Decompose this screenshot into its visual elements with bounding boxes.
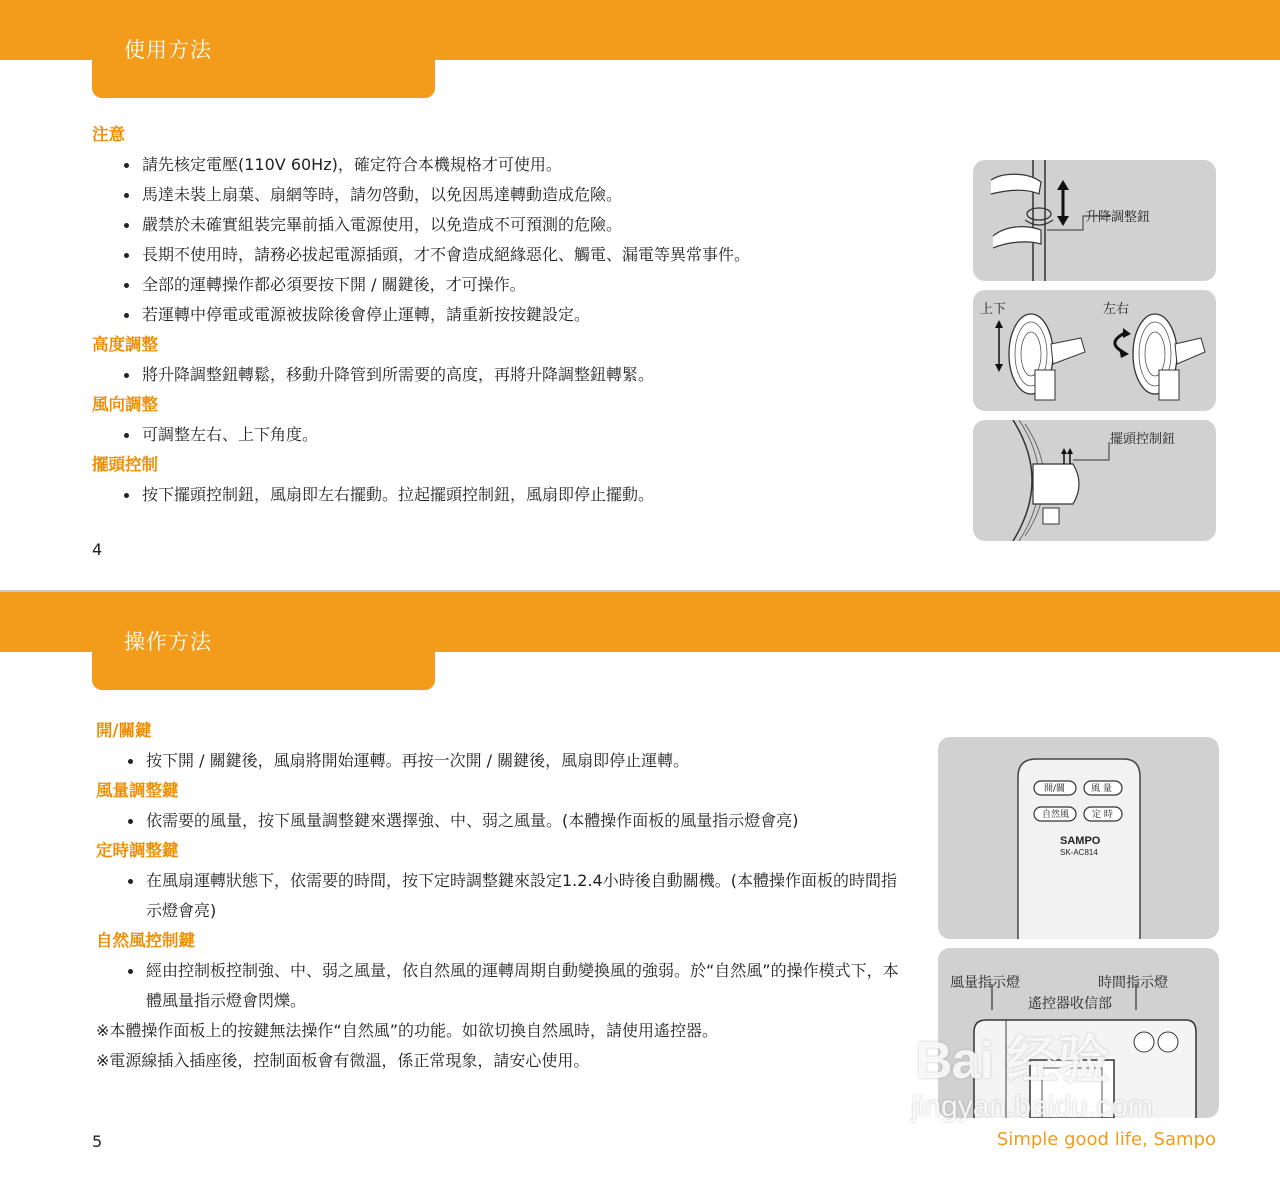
list-item: 按下開 / 關鍵後，風扇將開始運轉。再按一次開 / 關鍵後，風扇即停止運轉。 (126, 746, 906, 776)
section-oscillation (92, 450, 902, 510)
label-remote-receiver: 遙控器收信部 (1028, 996, 1112, 1012)
page-number: 5 (92, 1132, 103, 1151)
note-panel-warm: ※電源線插入插座後，控制面板會有微溫，係正常現象，請安心使用。 (96, 1051, 590, 1070)
timer-key-list (96, 866, 906, 926)
list-item: 在風扇運轉狀態下，依需要的時間，按下定時調整鍵來設定1.2.4小時後自動關機。(本體操作面板的時間指示燈會亮) (126, 866, 906, 926)
oscillation-list (92, 480, 902, 510)
page-5 (0, 592, 1280, 1182)
page-4 (0, 0, 1280, 590)
caution-list (92, 150, 902, 330)
remote-brand-logo: SAMPO (1060, 835, 1101, 847)
section-wind-direction (92, 390, 902, 450)
list-item: 請先核定電壓(110V 60Hz)，確定符合本機規格才可使用。 (122, 150, 902, 180)
page-4-content (92, 120, 902, 510)
list-item: 按下擺頭控制鈕，風扇即左右擺動。拉起擺頭控制鈕，風扇即停止擺動。 (122, 480, 902, 510)
figure-control-panel (938, 948, 1219, 1118)
heading-oscillation: 擺頭控制 (92, 455, 158, 474)
remote-natural-button: 自然風 (1042, 810, 1070, 820)
figure-height-knob (973, 160, 1216, 281)
figure-direction-adjust (973, 290, 1216, 411)
list-item: 若運轉中停電或電源被拔除後會停止運轉，請重新按按鍵設定。 (122, 300, 902, 330)
list-item: 將升降調整鈕轉鬆，移動升降管到所需要的高度，再將升降調整鈕轉緊。 (122, 360, 902, 390)
height-adjust-list (92, 360, 902, 390)
power-key-list (96, 746, 906, 776)
heading-wind-direction: 風向調整 (92, 395, 158, 414)
watermark-logo: Bai 经验 (915, 1032, 1109, 1090)
brand-tagline: Simple good life, Sampo (996, 1129, 1216, 1150)
note-natural-wind: ※本體操作面板上的按鍵無法操作“自然風”的功能。如欲切換自然風時，請使用遙控器。 (96, 1021, 718, 1040)
wind-direction-list (92, 420, 902, 450)
list-item: 依需要的風量，按下風量調整鍵來選擇強、中、弱之風量。(本體操作面板的風量指示燈會亮) (126, 806, 906, 836)
section-height-adjust (92, 330, 902, 390)
heading-timer-key: 定時調整鍵 (96, 841, 179, 860)
figure-oscillation-knob (973, 420, 1216, 541)
list-item: 經由控制板控制強、中、弱之風量，依自然風的運轉周期自動變換風的強弱。於“自然風”的操作模式下，本體風量指示燈會閃爍。 (126, 956, 906, 1016)
figure-label-left-right: 左右 (1103, 302, 1130, 317)
list-item: 可調整左右、上下角度。 (122, 420, 902, 450)
section-timer-key (96, 836, 906, 926)
direction-adjust-illustration (973, 290, 1216, 411)
label-speed-indicator: 風量指示燈 (950, 975, 1020, 991)
heading-natural-wind-key: 自然風控制鍵 (96, 931, 195, 950)
list-item: 全部的運轉操作都必須要按下開 / 關鍵後，才可操作。 (122, 270, 902, 300)
page-number: 4 (92, 540, 103, 559)
figure-label: 升降調整鈕 (1085, 210, 1151, 225)
label-timer-indicator: 時間指示燈 (1098, 975, 1168, 991)
heading-power-key: 開/關鍵 (96, 721, 152, 740)
figure-remote-control (938, 737, 1219, 939)
oscillation-knob-illustration (973, 420, 1216, 541)
heading-caution: 注意 (92, 125, 125, 144)
section-speed-key (96, 776, 906, 836)
list-item: 馬達未裝上扇葉、扇網等時，請勿啓動，以免因馬達轉動造成危險。 (122, 180, 902, 210)
section-natural-wind-key (96, 926, 906, 1016)
figure-label-up-down: 上下 (980, 302, 1007, 317)
remote-model-label: SK-AC814 (1060, 848, 1098, 857)
remote-power-button: 開/關 (1044, 784, 1066, 794)
section-title: 操作方法 (124, 630, 212, 654)
section-caution (92, 120, 902, 330)
speed-key-list (96, 806, 906, 836)
watermark-url: jingyan.baidu.com (911, 1090, 1153, 1123)
section-title: 使用方法 (124, 38, 212, 62)
figure-label: 擺頭控制鈕 (1110, 432, 1176, 447)
heading-speed-key: 風量調整鍵 (96, 781, 179, 800)
remote-timer-button: 定 時 (1092, 810, 1113, 820)
list-item: 嚴禁於未確實組裝完畢前插入電源使用，以免造成不可預測的危險。 (122, 210, 902, 240)
heading-height-adjust: 高度調整 (92, 335, 158, 354)
list-item: 長期不使用時，請務必拔起電源插頭，才不會造成絕緣惡化、觸電、漏電等異常事件。 (122, 240, 902, 270)
remote-speed-button: 風 量 (1091, 784, 1112, 794)
natural-wind-key-list (96, 956, 906, 1016)
section-power-key (96, 716, 906, 776)
page-5-content (96, 716, 906, 1076)
